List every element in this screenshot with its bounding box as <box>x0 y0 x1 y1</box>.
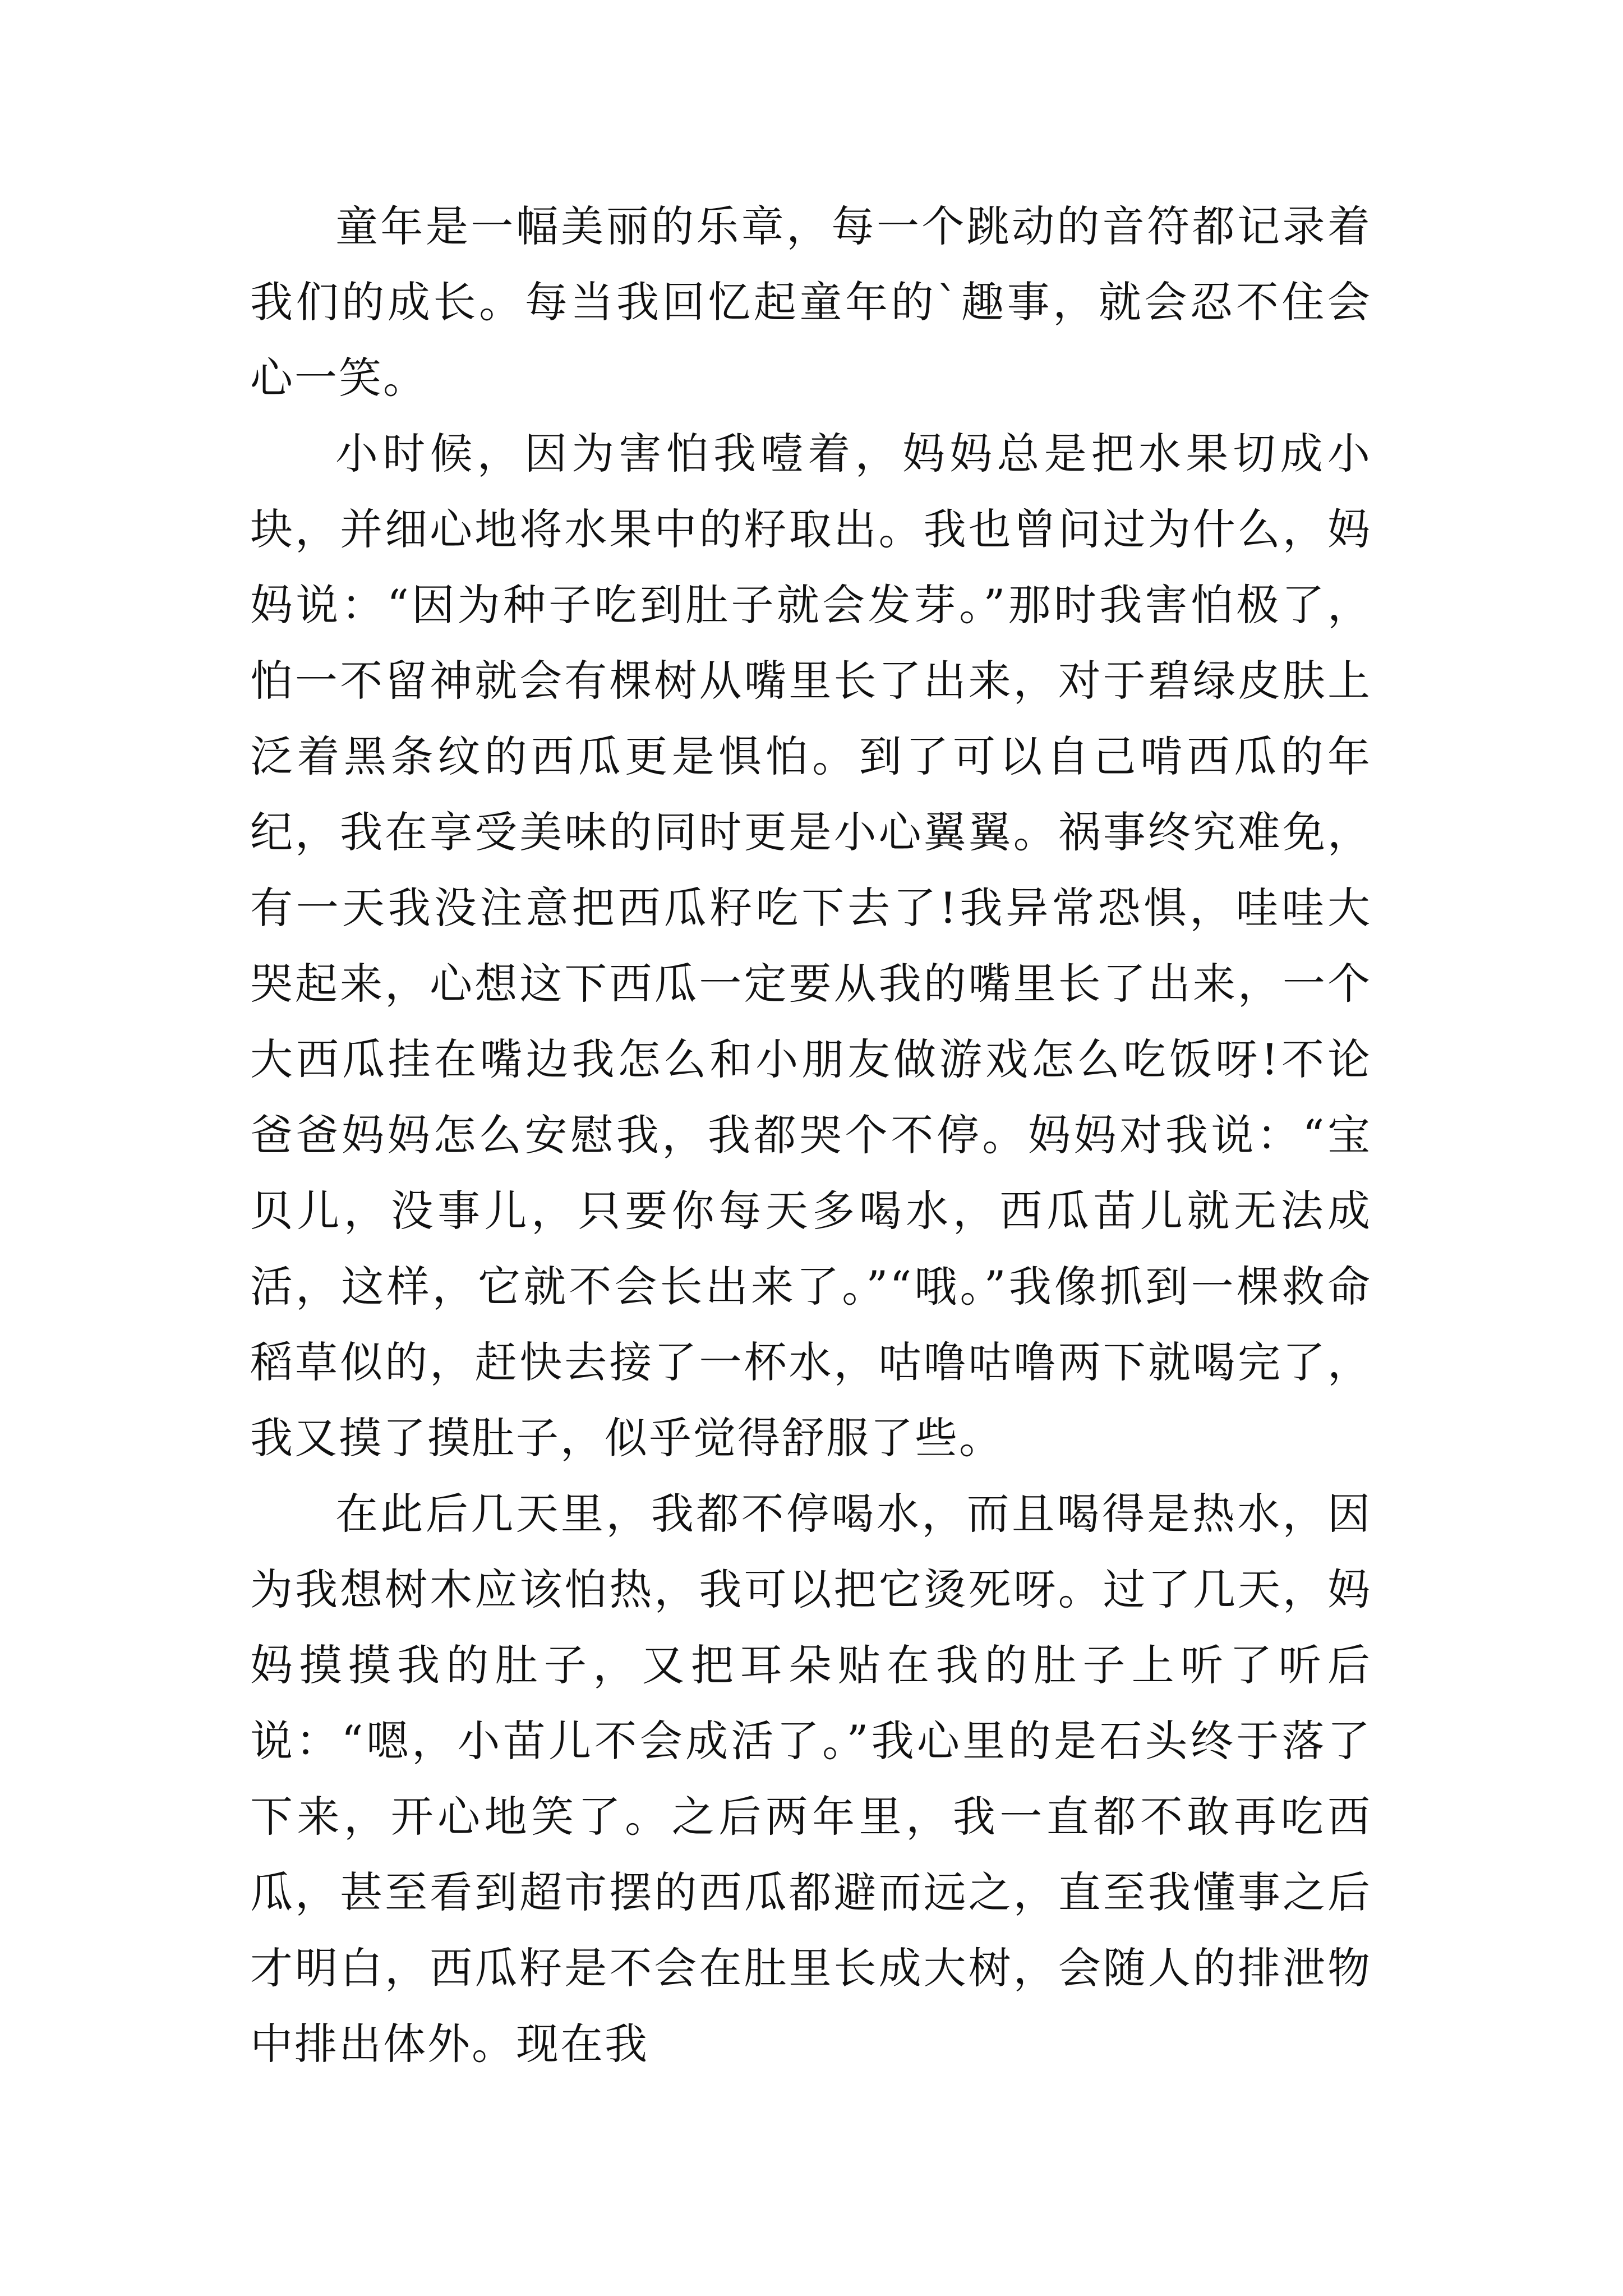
document-body <box>250 188 1372 2082</box>
paragraph-3: 在此后几天里，我都不停喝水，而且喝得是热水，因为我想树木应该怕热，我可以把它烫死呀。过了几天，妈妈摸摸我的肚子，又把耳朵贴在我的肚子上听了听后说：“嗯，小苗儿不会成活了。”我心里的是石头终于落了下来，开心地笑了。之后两年里，我一直都不敢再吃西瓜，甚至看到超市摆的西瓜都避而远之，直至我懂事之后才明白，西瓜籽是不会在肚里长成大树，会随人的排泄物中排出体外。现在我 <box>250 1489 1372 2069</box>
paragraph-1: 童年是一幅美丽的乐章，每一个跳动的音符都记录着我们的成长。每当我回忆起童年的`趣事，就会忍不住会心一笑。 <box>250 201 1372 403</box>
paragraph-2: 小时候，因为害怕我噎着，妈妈总是把水果切成小块，并细心地将水果中的籽取出。我也曾问过为什么，妈妈说：“因为种子吃到肚子就会发芽。”那时我害怕极了，怕一不留神就会有棵树从嘴里长了出来，对于碧绿皮肤上泛着黑条纹的西瓜更是惧怕。到了可以自己啃西瓜的年纪，我在享受美味的同时更是小心翼翼。祸事终究难免，有一天我没注意把西瓜籽吃下去了!我异常恐惧，哇哇大哭起来，心想这下西瓜一定要从我的嘴里长了出来，一个大西瓜挂在嘴边我怎么和小朋友做游戏怎么吃饭呀!不论爸爸妈妈怎么安慰我，我都哭个不停。妈妈对我说：“宝贝儿，没事儿，只要你每天多喝水，西瓜苗儿就无法成活，这样，它就不会长出来了。”“哦。”我像抓到一棵救命稻草似的，赶快去接了一杯水，咕噜咕噜两下就喝完了，我又摸了摸肚子，似乎觉得舒服了些。 <box>250 429 1372 1463</box>
